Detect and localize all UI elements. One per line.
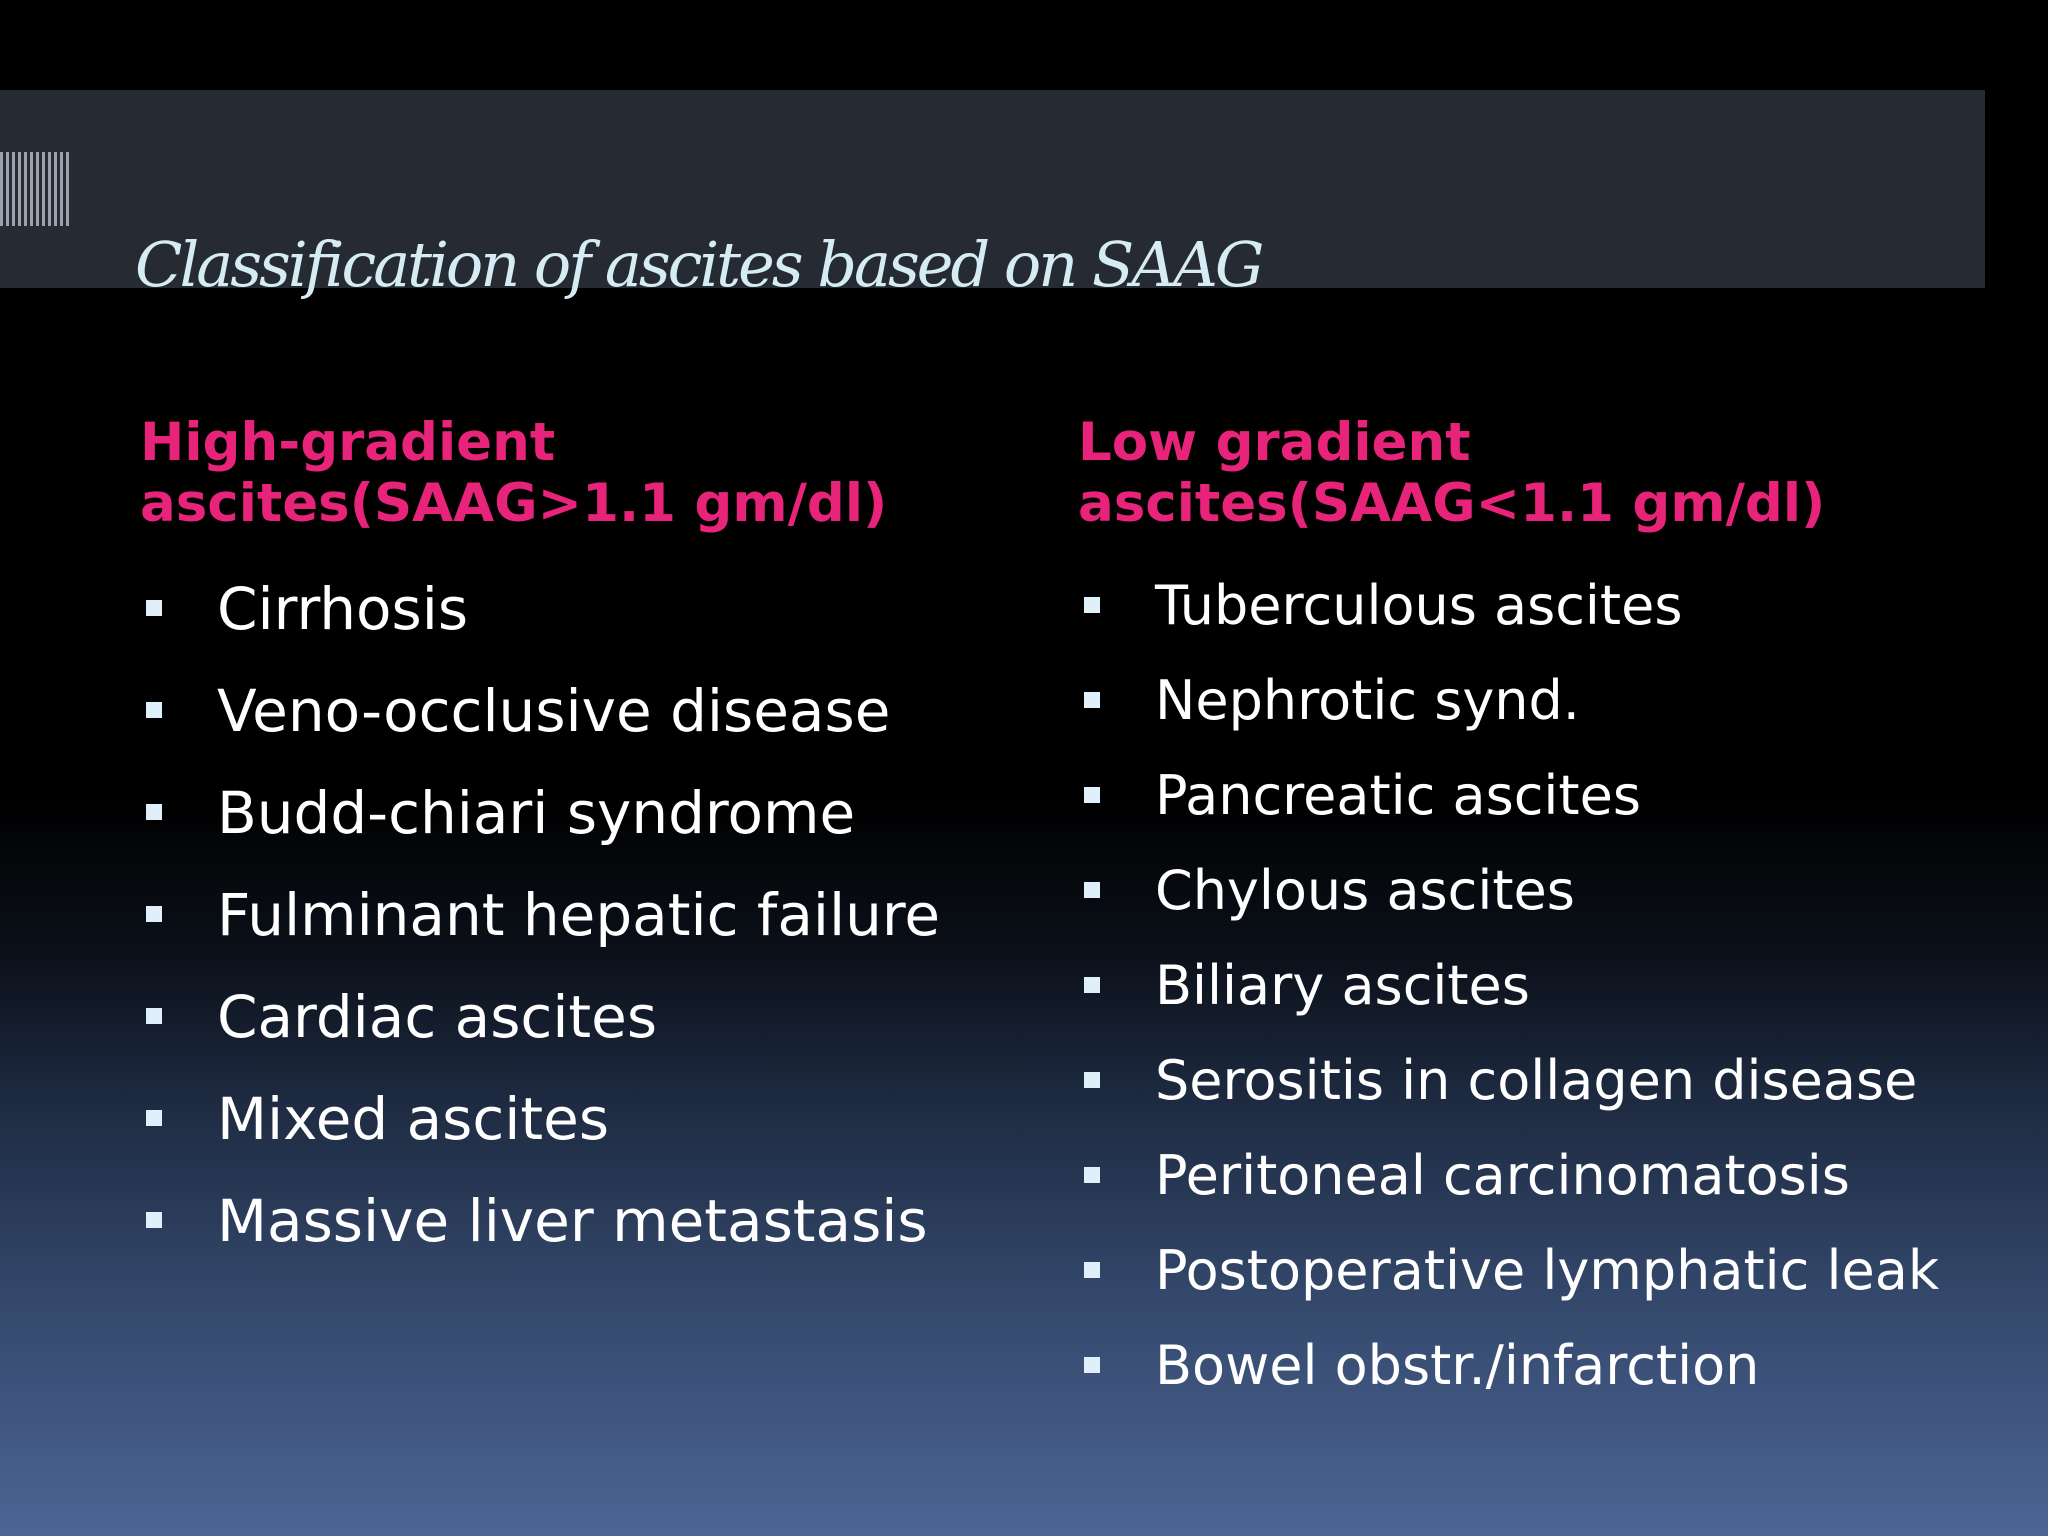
- list-item: [140, 1068, 1020, 1170]
- list-item: [140, 762, 1020, 864]
- list-item-label: Peritoneal carcinomatosis: [1155, 1144, 1850, 1207]
- square-bullet-icon: [1084, 1072, 1100, 1088]
- list-item-label: Biliary ascites: [1155, 954, 1530, 1017]
- title-bar: [0, 90, 1985, 301]
- low-gradient-list: [1078, 558, 2008, 1413]
- list-item-label: Budd-chiari syndrome: [217, 779, 856, 847]
- list-item-label: Tuberculous ascites: [1155, 574, 1683, 637]
- list-item-label: Nephrotic synd.: [1155, 669, 1580, 732]
- list-item-label: Fulminant hepatic failure: [217, 881, 941, 949]
- square-bullet-icon: [146, 906, 162, 922]
- square-bullet-icon: [146, 1008, 162, 1024]
- square-bullet-icon: [1084, 692, 1100, 708]
- list-item: [1078, 748, 2008, 843]
- barcode-stripes-icon: [0, 152, 70, 226]
- list-item-label: Cirrhosis: [217, 575, 469, 643]
- list-item-label: Chylous ascites: [1155, 859, 1575, 922]
- high-gradient-heading: High-gradient ascites(SAAG>1.1 gm/dl): [140, 412, 888, 534]
- list-item-label: Bowel obstr./infarction: [1155, 1334, 1760, 1397]
- list-item-label: Mixed ascites: [217, 1085, 610, 1153]
- list-item: [1078, 1318, 2008, 1413]
- low-gradient-heading: Low gradient ascites(SAAG<1.1 gm/dl): [1078, 412, 1826, 534]
- list-item: [140, 558, 1020, 660]
- slide-title: Classification of ascites based on SAAG: [135, 228, 1262, 301]
- list-item-label: Pancreatic ascites: [1155, 764, 1641, 827]
- square-bullet-icon: [1084, 787, 1100, 803]
- square-bullet-icon: [1084, 882, 1100, 898]
- list-item: [140, 660, 1020, 762]
- list-item: [1078, 1128, 2008, 1223]
- square-bullet-icon: [146, 804, 162, 820]
- list-item-label: Cardiac ascites: [217, 983, 658, 1051]
- square-bullet-icon: [146, 702, 162, 718]
- list-item: [1078, 1223, 2008, 1318]
- list-item-label: Massive liver metastasis: [217, 1187, 928, 1255]
- square-bullet-icon: [1084, 1262, 1100, 1278]
- square-bullet-icon: [146, 1212, 162, 1228]
- low-gradient-column: [1078, 412, 2008, 1413]
- list-item: [1078, 653, 2008, 748]
- list-item-label: Postoperative lymphatic leak: [1155, 1239, 1940, 1302]
- square-bullet-icon: [1084, 977, 1100, 993]
- list-item: [1078, 1033, 2008, 1128]
- list-item: [140, 966, 1020, 1068]
- list-item: [1078, 938, 2008, 1033]
- list-item: [140, 864, 1020, 966]
- square-bullet-icon: [1084, 1357, 1100, 1373]
- square-bullet-icon: [1084, 597, 1100, 613]
- high-gradient-list: [140, 558, 1020, 1272]
- square-bullet-icon: [1084, 1167, 1100, 1183]
- high-gradient-column: [140, 412, 1020, 1272]
- list-item-label: Veno-occlusive disease: [217, 677, 891, 745]
- square-bullet-icon: [146, 600, 162, 616]
- list-item-label: Serositis in collagen disease: [1155, 1049, 1918, 1112]
- list-item: [140, 1170, 1020, 1272]
- list-item: [1078, 843, 2008, 938]
- square-bullet-icon: [146, 1110, 162, 1126]
- list-item: [1078, 558, 2008, 653]
